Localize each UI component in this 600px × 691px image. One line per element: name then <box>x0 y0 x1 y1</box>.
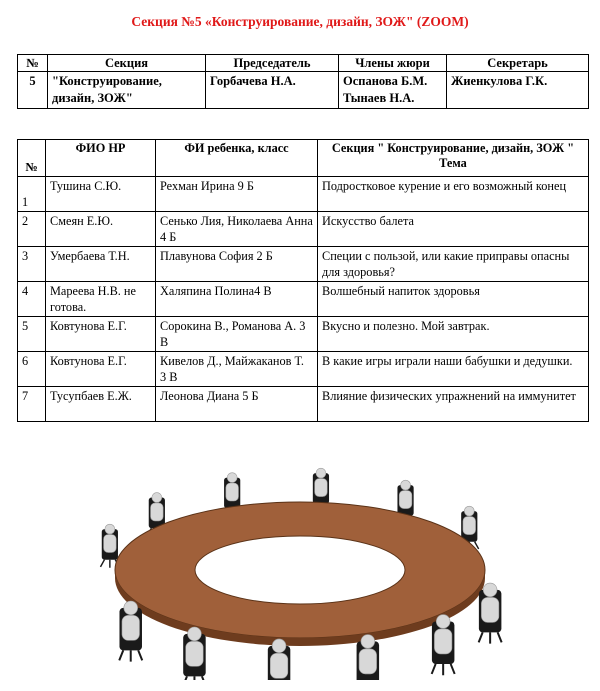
row-num: 2 <box>18 212 46 247</box>
row-num: 1 <box>18 177 46 212</box>
jury-names <box>339 72 447 109</box>
row-num: 3 <box>18 247 46 282</box>
row-child: Плавунова София 2 Б <box>156 247 318 282</box>
seated-figure <box>119 601 142 662</box>
row-leader: Ковтунова Е.Г. <box>46 317 156 352</box>
seated-figure <box>183 627 206 680</box>
row-num: 5 <box>18 317 46 352</box>
row-leader: Умербаева Т.Н. <box>46 247 156 282</box>
row-child: Леонова Диана 5 Б <box>156 387 318 422</box>
row-leader: Тушина С.Ю. <box>46 177 156 212</box>
table-row <box>18 352 589 387</box>
round-table <box>115 502 485 638</box>
row-topic: Вкусно и полезно. Мой завтрак. <box>318 317 589 352</box>
jury-member: Оспанова Б.М. <box>343 74 428 88</box>
secretary-name: Жиенкулова Г.К. <box>447 72 589 109</box>
row-child: Кивелов Д., Майжаканов Т. 3 В <box>156 352 318 387</box>
page-title: Секция №5 «Конструирование, дизайн, ЗОЖ" (ZOOM) <box>131 14 469 29</box>
row-topic: Влияние физических упражнений на иммунитет <box>318 387 589 422</box>
row-topic: Волшебный напиток здоровья <box>318 282 589 317</box>
row-child: Рехман Ирина 9 Б <box>156 177 318 212</box>
table-row <box>18 387 589 422</box>
row-topic: Специи с пользой, или какие приправы опасны для здоровья? <box>318 247 589 282</box>
row-topic: Искусство балета <box>318 212 589 247</box>
table-row <box>18 282 589 317</box>
header-num: № <box>18 55 48 72</box>
round-table-illustration <box>95 465 505 680</box>
header-num: № <box>18 140 46 177</box>
row-leader: Мареева Н.В. не готова. <box>46 282 156 317</box>
header-topic: Секция " Конструирование, дизайн, ЗОЖ " Тема <box>318 140 589 177</box>
header-secretary: Секретарь <box>447 55 589 72</box>
row-topic: В какие игры играли наши бабушки и дедушки. <box>318 352 589 387</box>
section-row <box>18 72 589 109</box>
works-table <box>17 139 589 422</box>
table-row <box>18 247 589 282</box>
header-child: ФИ ребенка, класс <box>156 140 318 177</box>
row-leader: Ковтунова Е.Г. <box>46 352 156 387</box>
row-child: Сенько Лия, Николаева Анна 4 Б <box>156 212 318 247</box>
row-num: 7 <box>18 387 46 422</box>
jury-member: Тынаев Н.А. <box>343 91 415 105</box>
row-child: Халяпина Полина4 В <box>156 282 318 317</box>
row-child: Сорокина В., Романова А. 3 В <box>156 317 318 352</box>
seated-figure <box>479 583 502 644</box>
section-name: "Конструирование, дизайн, ЗОЖ" <box>48 72 206 109</box>
row-num: 4 <box>18 282 46 317</box>
header-chair: Председатель <box>206 55 339 72</box>
section-table-header <box>18 55 589 72</box>
chair-name: Горбачева Н.А. <box>206 72 339 109</box>
row-num: 6 <box>18 352 46 387</box>
row-leader: Смеян Е.Ю. <box>46 212 156 247</box>
section-num: 5 <box>18 72 48 109</box>
row-topic: Подростковое курение и его возможный конец <box>318 177 589 212</box>
table-row <box>18 212 589 247</box>
header-section: Секция <box>48 55 206 72</box>
works-table-header <box>18 140 589 177</box>
header-jury: Члены жюри <box>339 55 447 72</box>
table-row <box>18 317 589 352</box>
seated-figure <box>432 615 455 676</box>
section-table <box>17 54 589 109</box>
header-leader: ФИО НР <box>46 140 156 177</box>
row-leader: Тусупбаев Е.Ж. <box>46 387 156 422</box>
table-row <box>18 177 589 212</box>
